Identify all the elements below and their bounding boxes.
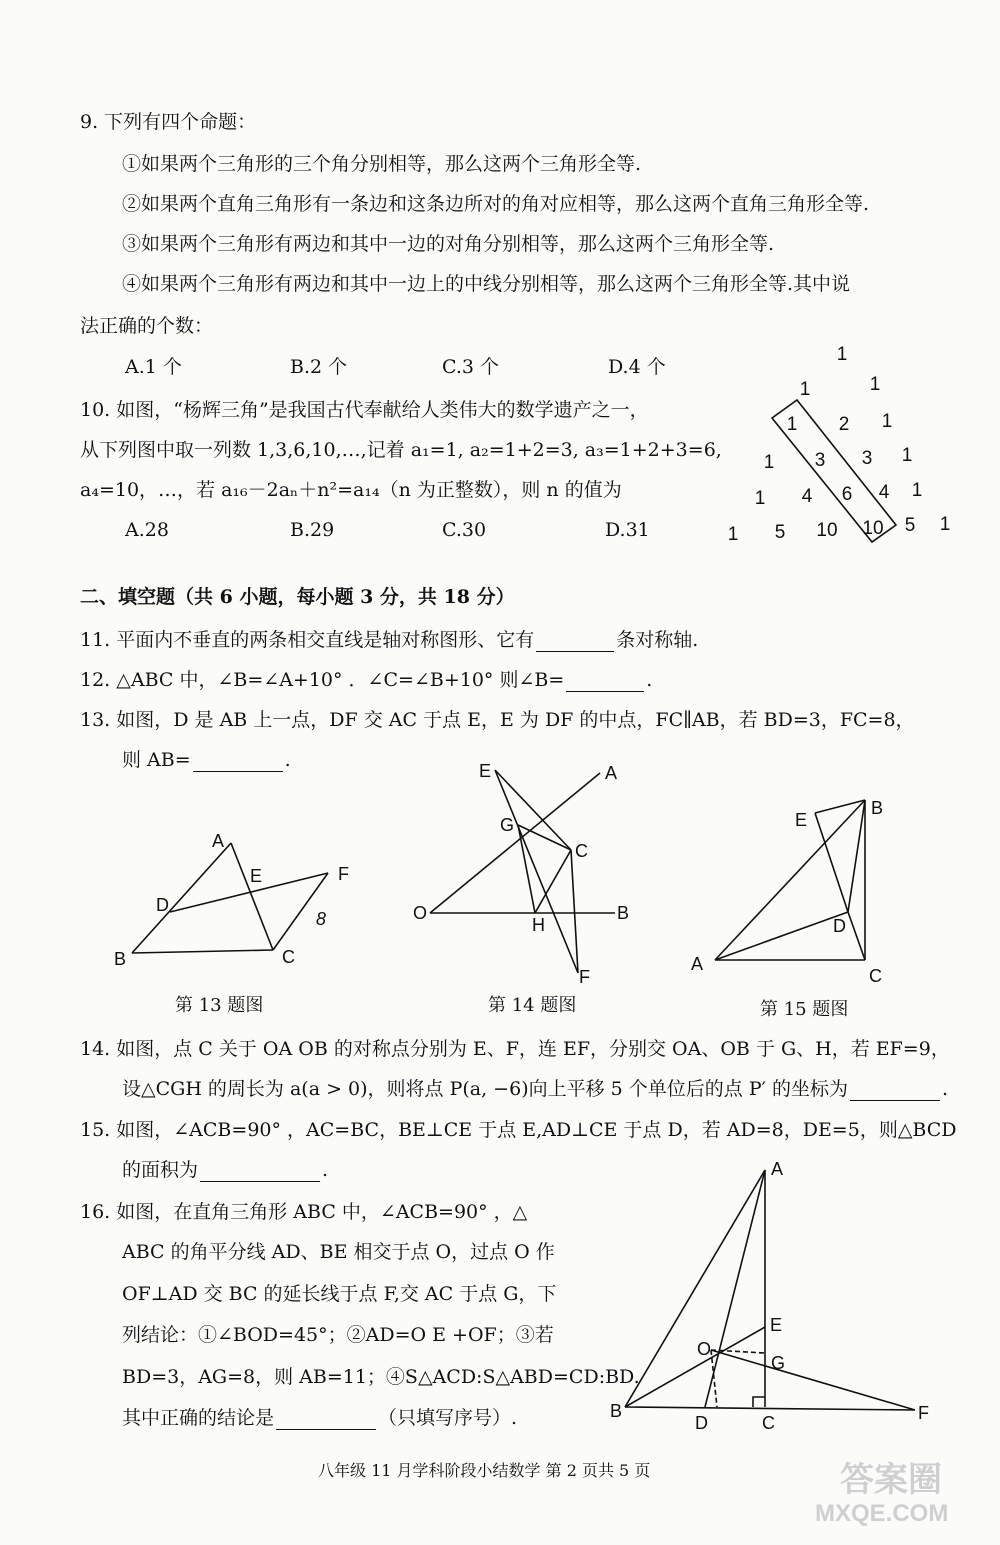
q13-text: 则 AB= [122, 749, 191, 771]
section-2-heading: 二、填空题（共 6 小题，每小题 3 分，共 18 分） [80, 586, 515, 608]
fig14-label-a: A [605, 763, 618, 783]
q16-line-2: ABC 的角平分线 AD、BE 相交于点 O，过点 O 作 [122, 1241, 555, 1263]
fig14-label-b: B [617, 903, 630, 923]
fig15-label-c: C [869, 966, 882, 985]
figure-16 [605, 1155, 945, 1435]
fig13-label-a: A [212, 831, 225, 851]
q9-option-c: C.3 个 [442, 356, 500, 378]
q10-line-3: a₄=10，…，若 a₁₆－2aₙ＋n²=a₁₄（n 为正整数），则 n 的值为 [80, 479, 622, 501]
q9-option-a: A.1 个 [125, 356, 182, 378]
fig13-label-b: B [114, 949, 127, 969]
fig16-label-c: C [762, 1413, 775, 1433]
q9-proposition-4-cont: 法正确的个数： [80, 315, 214, 337]
tri-r3-1: 3 [814, 450, 826, 471]
tri-r2-2: 1 [881, 411, 893, 432]
q16-line-5: BD=3，AG=8，则 AB=11；④S△ACD:S△ABD=CD:BD. [122, 1366, 640, 1388]
fig15-caption: 第 15 题图 [760, 999, 849, 1020]
tri-r3-2: 3 [861, 448, 873, 469]
fig14-label-e: E [479, 761, 492, 781]
tri-r5-5: 1 [939, 514, 951, 535]
q9-option-b: B.2 个 [290, 356, 348, 378]
q9-stem: 9. 下列有四个命题： [80, 111, 257, 133]
figure-14 [405, 755, 645, 985]
tri-r5-2: 10 [816, 520, 838, 541]
fig13-label-8: 8 [316, 909, 327, 929]
q16-line-3: OF⊥AD 交 BC 的延长线于点 F,交 AC 于点 G，下 [122, 1283, 557, 1305]
fig16-label-a: A [771, 1159, 784, 1179]
fig15-label-b: B [871, 798, 884, 818]
fig16-label-e: E [770, 1315, 783, 1335]
q16-answer-blank[interactable] [276, 1411, 376, 1430]
q14-line-1: 14. 如图，点 C 关于 OA OB 的对称点分别为 E、F，连 EF，分别交 OA、OB 于 G、H，若 EF=9， [80, 1038, 950, 1060]
fig16-label-f: F [918, 1403, 929, 1423]
tri-r2-0: 1 [786, 414, 798, 435]
q9-option-d: D.4 个 [608, 356, 666, 378]
fig13-label-d: D [156, 895, 169, 915]
q16-text-end: （只填写序号）. [378, 1407, 518, 1429]
fig13-caption: 第 13 题图 [175, 995, 264, 1016]
q13-line-1: 13. 如图，D 是 AB 上一点，DF 交 AC 于点 E，E 为 DF 的中点，FC∥AB，若 BD=3，FC=8， [80, 709, 915, 731]
q10-option-a: A.28 [125, 519, 169, 541]
tri-r5-0: 1 [727, 524, 739, 545]
q16-line-1: 16. 如图，在直角三角形 ABC 中，∠ACB=90° ，△ [80, 1201, 528, 1223]
q13-line-2 [122, 748, 291, 772]
watermark-url: MXQE.COM [815, 1500, 949, 1527]
q16-line-4: 列结论：①∠BOD=45°；②AD=O E +OF；③若 [122, 1324, 554, 1346]
tri-r4-0: 1 [754, 488, 766, 509]
q14-answer-blank[interactable] [850, 1082, 940, 1101]
q12-answer-blank[interactable] [566, 673, 644, 692]
q15-line-1: 15. 如图，∠ACB=90° ，AC=BC，BE⊥CE 于点 E,AD⊥CE 于点 D，若 AD=8，DE=5，则△BCD [80, 1119, 957, 1141]
fig15-label-e: E [795, 810, 808, 830]
tri-r4-3: 4 [878, 482, 890, 503]
tri-r3-0: 1 [763, 452, 775, 473]
q12 [80, 668, 652, 692]
q16-text: 其中正确的结论是 [122, 1407, 275, 1429]
q10-line-2: 从下列图中取一列数 1,3,6,10,…,记着 a₁=1, a₂=1+2=3, a₃=1+2+3=6, [80, 439, 722, 461]
tri-r4-1: 4 [801, 486, 813, 507]
fig14-label-f: F [579, 967, 590, 985]
q14-text-end: . [941, 1078, 949, 1100]
fig13-label-f: F [338, 864, 349, 884]
tri-r3-3: 1 [901, 445, 913, 466]
q14-text: 设△CGH 的周长为 a(a > 0)，则将点 P(a, −6)向上平移 5 个单位后的点 P′ 的坐标为 [122, 1078, 848, 1100]
q10-line-1: 10. 如图，“杨辉三角”是我国古代奉献给人类伟大的数学遗产之一， [80, 399, 649, 421]
watermark-logo: 答案圈 [840, 1461, 942, 1499]
tri-r5-1: 5 [774, 522, 786, 543]
fig16-label-d: D [695, 1413, 708, 1433]
fig14-label-o: O [413, 903, 428, 923]
q11-text: 11. 平面内不垂直的两条相交直线是轴对称图形、它有 [80, 629, 535, 651]
fig13-label-c: C [282, 947, 295, 967]
tri-r2-1: 2 [838, 414, 850, 435]
q9-proposition-4: ④如果两个三角形有两边和其中一边上的中线分别相等，那么这两个三角形全等.其中说 [122, 273, 851, 295]
q13-answer-blank[interactable] [193, 753, 283, 772]
q15-text-end: . [322, 1159, 329, 1181]
q9-proposition-1: ①如果两个三角形的三个角分别相等，那么这两个三角形全等. [122, 153, 642, 175]
fig14-label-g: G [500, 815, 515, 835]
tri-r5-4: 5 [904, 515, 916, 536]
q11-answer-blank[interactable] [536, 633, 614, 652]
figure-15 [685, 790, 905, 985]
fig16-label-b: B [610, 1401, 623, 1421]
q11 [80, 628, 698, 652]
tri-r5-3: 10 [862, 518, 884, 539]
q15-text: 的面积为 [122, 1159, 199, 1181]
q9-proposition-2: ②如果两个直角三角形有一条边和这条边所对的角对应相等，那么这两个直角三角形全等. [122, 193, 870, 215]
q12-text: 12. △ABC 中，∠B=∠A+10° ．∠C=∠B+10° 则∠B= [80, 669, 565, 691]
tri-r4-2: 6 [841, 484, 853, 505]
q13-text-end: . [284, 749, 291, 771]
fig14-label-h: H [532, 915, 545, 935]
yanghui-triangle-figure [700, 330, 990, 560]
q10-option-c: C.30 [442, 519, 487, 541]
tri-r4-4: 1 [911, 480, 923, 501]
q10-option-d: D.31 [605, 519, 650, 541]
q9-proposition-3: ③如果两个三角形有两边和其中一边的对角分别相等，那么这两个三角形全等. [122, 233, 775, 255]
q14-line-2 [122, 1077, 948, 1101]
fig13-label-e: E [250, 866, 263, 886]
fig16-label-g: G [771, 1353, 786, 1373]
page-footer: 八年级 11 月学科阶段小结数学 第 2 页共 5 页 [318, 1461, 651, 1480]
q15-answer-blank[interactable] [200, 1163, 320, 1182]
fig15-label-d: D [833, 916, 846, 936]
fig16-label-o: O [697, 1339, 712, 1359]
tri-r1-1: 1 [869, 374, 881, 395]
tri-r0-0: 1 [836, 344, 848, 365]
q12-text-end: . [646, 669, 653, 691]
fig14-label-c: C [575, 841, 588, 861]
fig14-caption: 第 14 题图 [488, 995, 577, 1016]
fig15-label-a: A [691, 954, 704, 974]
q10-option-b: B.29 [290, 519, 335, 541]
q16-line-6 [122, 1406, 517, 1430]
tri-r1-0: 1 [799, 379, 811, 400]
q15-line-2 [122, 1158, 328, 1182]
figure-13 [110, 825, 360, 975]
q11-text-end: 条对称轴. [616, 629, 699, 651]
